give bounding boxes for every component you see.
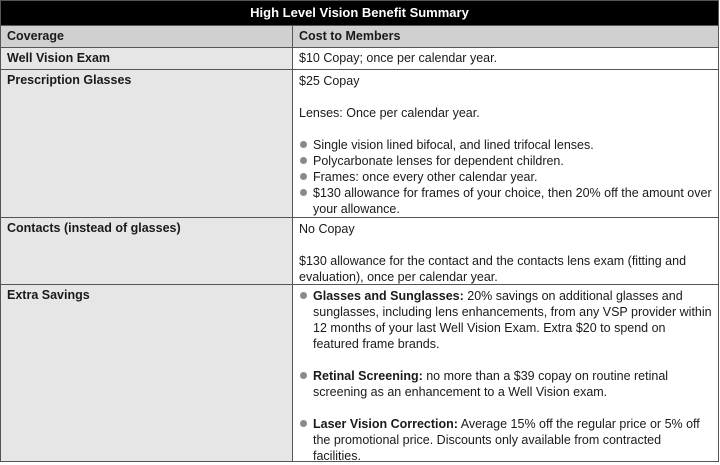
list-item: Single vision lined bifocal, and lined trifocal lenses. bbox=[299, 137, 712, 153]
list-item: Polycarbonate lenses for dependent children. bbox=[299, 153, 712, 169]
item-text: 20% savings on additional glasses and sunglasses, including lens enhancements, from any VSP provider within 12 months of your last Well Vision Exam. Extra $20 to spend on featured frame brands. bbox=[313, 289, 712, 351]
row-extra-savings bbox=[1, 284, 718, 461]
list-item bbox=[299, 288, 712, 352]
contacts-label: Contacts (instead of glasses) bbox=[1, 218, 293, 284]
glasses-bullet-list bbox=[299, 137, 712, 217]
item-text: Average 15% off the regular price or 5% off the promotional price. Discounts only available from contracted facilities. bbox=[313, 417, 700, 463]
cost-header: Cost to Members bbox=[293, 26, 718, 47]
glasses-cost bbox=[293, 70, 718, 217]
item-text: no more than a $39 copay on routine retinal screening as an enhancement to a Well Vision exam. bbox=[313, 369, 669, 399]
row-well-vision-exam bbox=[1, 47, 718, 69]
extra-savings-list bbox=[299, 288, 712, 464]
list-item bbox=[299, 368, 712, 400]
exam-text: $10 Copay; once per calendar year. bbox=[299, 51, 498, 65]
contacts-copay: No Copay bbox=[299, 222, 355, 236]
item-title: Glasses and Sunglasses: bbox=[313, 289, 464, 303]
glasses-label: Prescription Glasses bbox=[1, 70, 293, 217]
coverage-header: Coverage bbox=[1, 26, 293, 47]
header-row bbox=[1, 25, 718, 47]
contacts-cost bbox=[293, 218, 718, 284]
item-title: Laser Vision Correction: bbox=[313, 417, 458, 431]
extra-cost bbox=[293, 285, 718, 461]
list-item bbox=[299, 416, 712, 464]
row-prescription-glasses bbox=[1, 69, 718, 217]
glasses-copay: $25 Copay bbox=[299, 74, 360, 88]
glasses-lenses: Lenses: Once per calendar year. bbox=[299, 106, 480, 120]
list-item: Frames: once every other calendar year. bbox=[299, 169, 712, 185]
exam-cost bbox=[293, 48, 718, 69]
exam-label: Well Vision Exam bbox=[1, 48, 293, 69]
row-contacts bbox=[1, 217, 718, 284]
contacts-text: $130 allowance for the contact and the contacts lens exam (fitting and evaluation), once per calendar year. bbox=[299, 254, 687, 284]
extra-label: Extra Savings bbox=[1, 285, 293, 461]
item-title: Retinal Screening: bbox=[313, 369, 423, 383]
list-item: $130 allowance for frames of your choice, then 20% off the amount over your allowance. bbox=[299, 185, 712, 217]
table-title: High Level Vision Benefit Summary bbox=[1, 1, 718, 25]
